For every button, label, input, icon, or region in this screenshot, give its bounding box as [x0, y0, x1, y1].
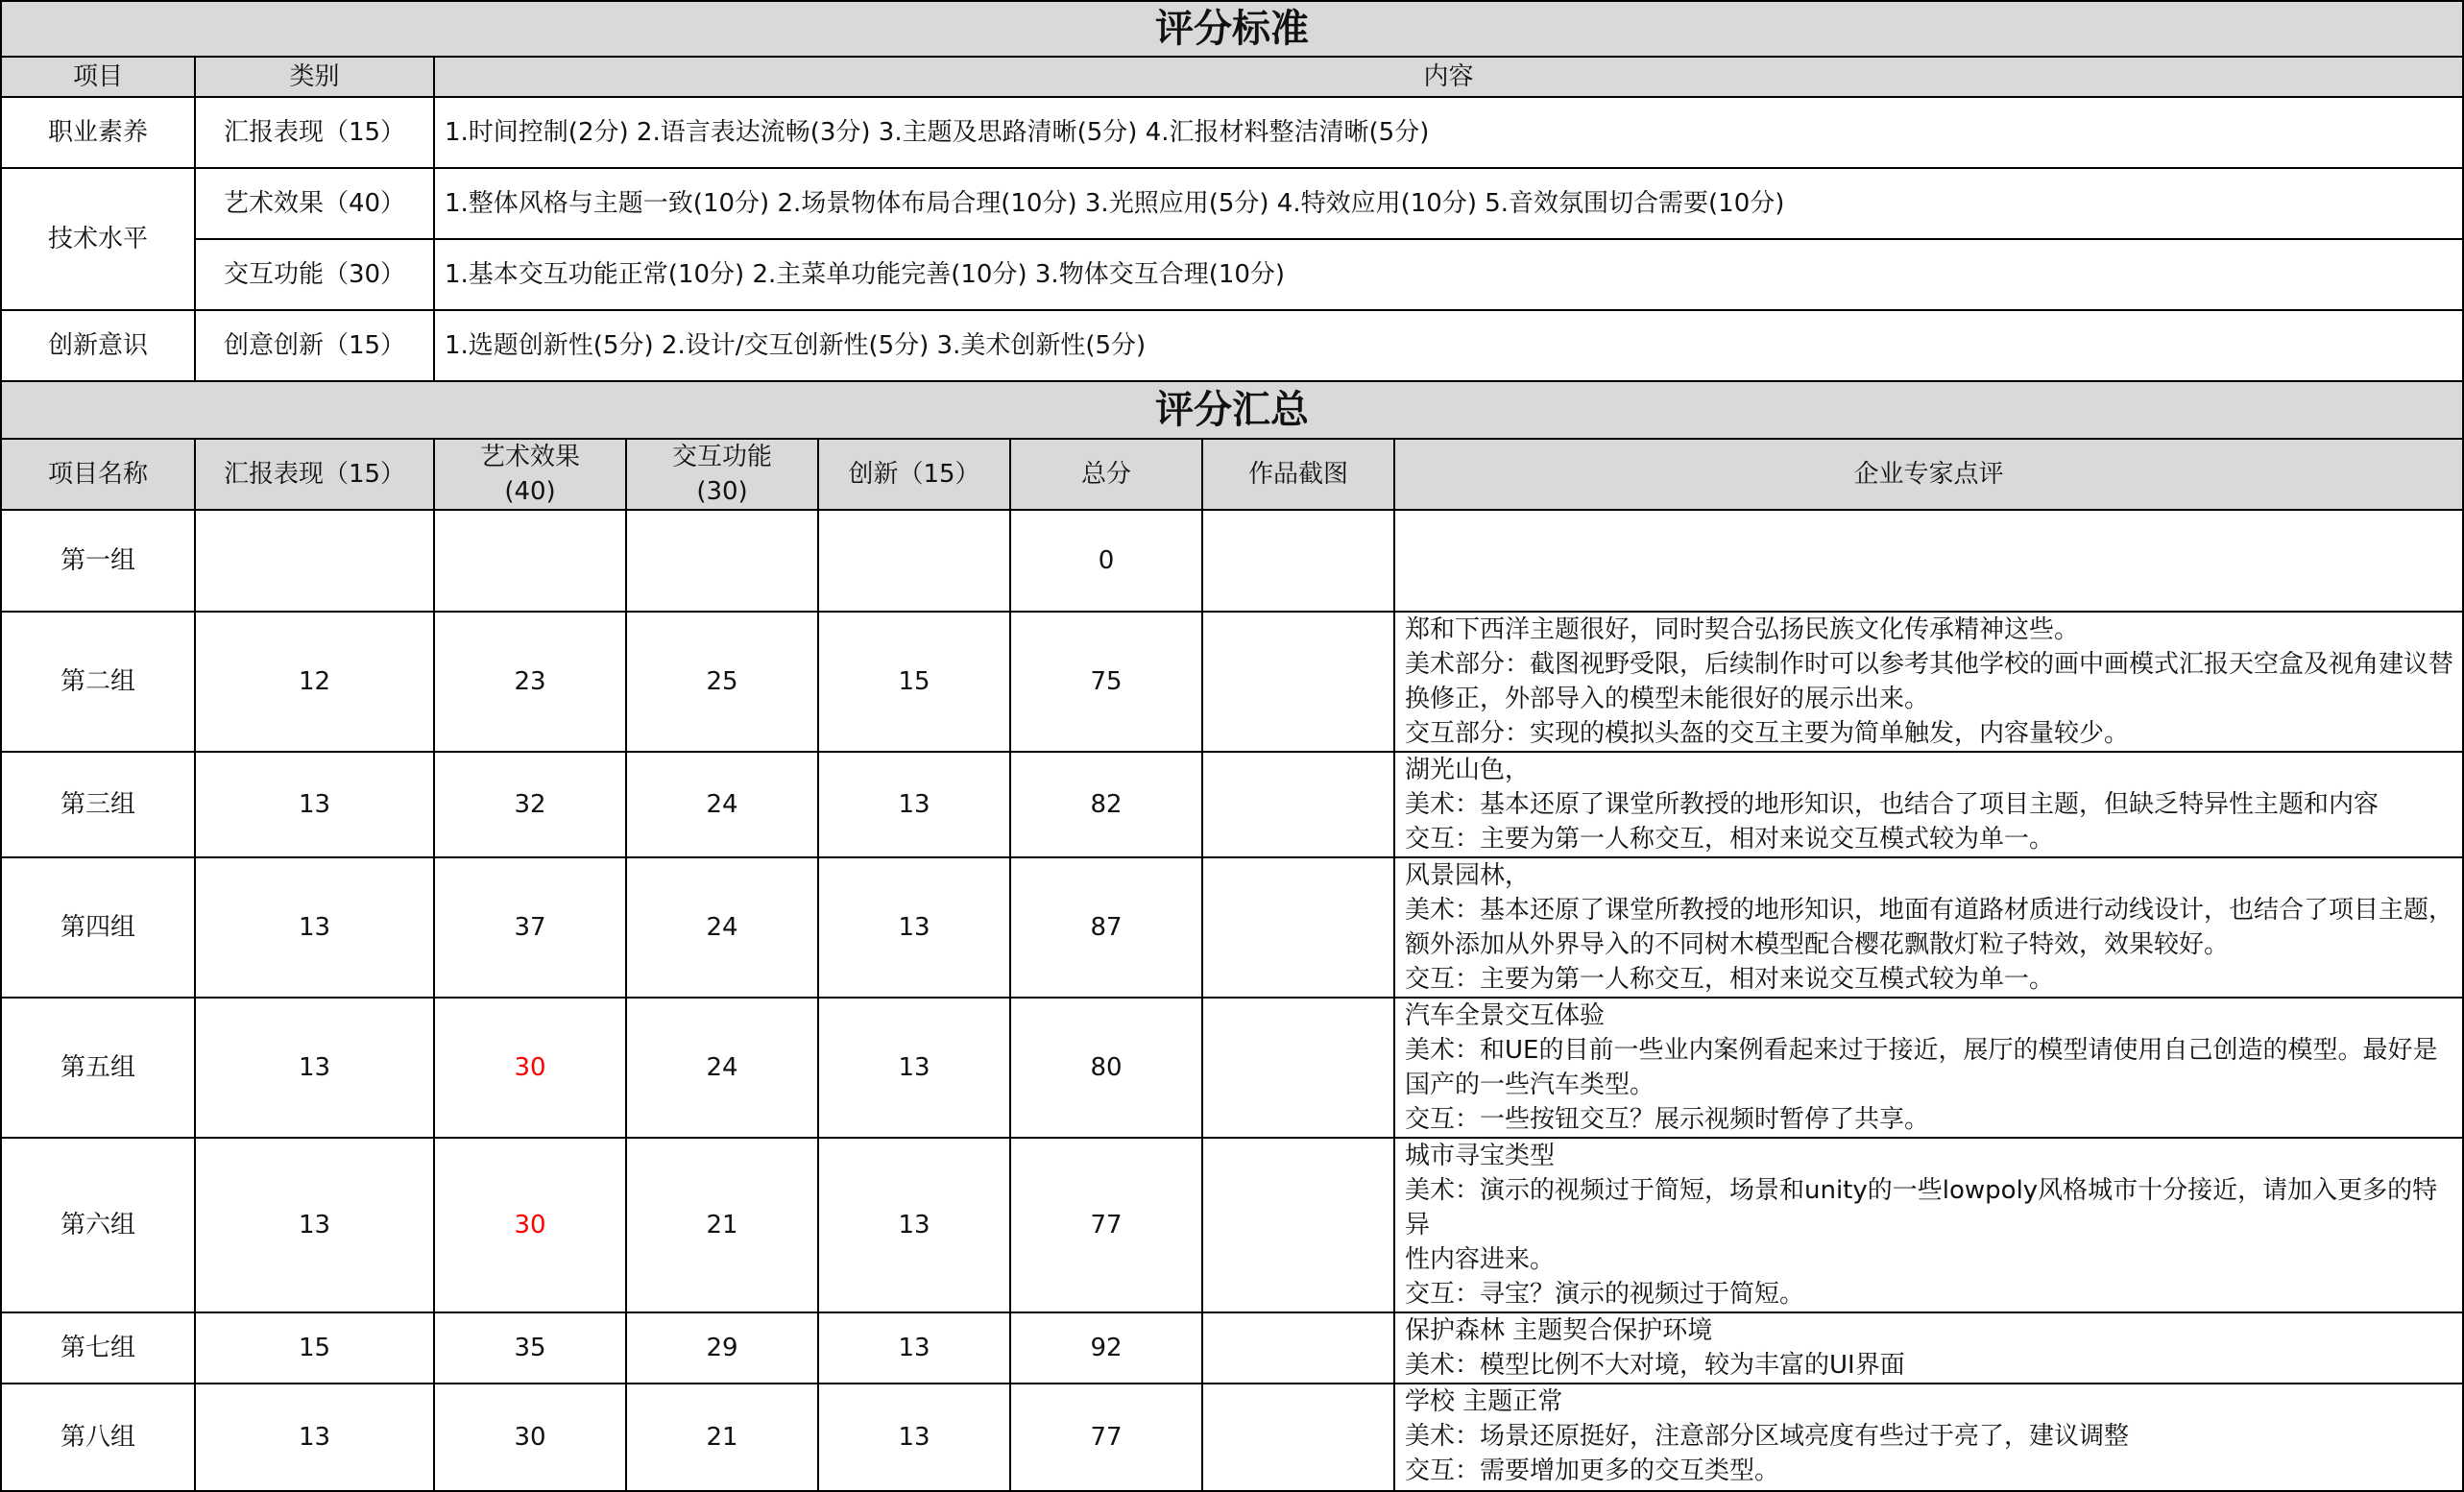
row-innovation-score: 13: [818, 1312, 1010, 1384]
comment-line: 美术：演示的视频过于简短，场景和unity的一些lowpoly风格城市十分接近，请加入更多的特异: [1405, 1176, 2438, 1239]
row-comment: [1394, 510, 2463, 612]
row-comment: [1394, 857, 2463, 998]
row-report-score: [195, 510, 434, 612]
row-interact-score: 21: [626, 1138, 818, 1312]
header-innovation: 创新（15）: [818, 439, 1010, 510]
header-content: 内容: [434, 57, 2463, 97]
row-report-score: 13: [195, 752, 434, 857]
criteria-content: 1.整体风格与主题一致(10分) 2.场景物体布局合理(10分) 3.光照应用(5分) 4.特效应用(10分) 5.音效氛围切合需要(10分): [434, 168, 2463, 239]
criteria-row: [1, 239, 2463, 310]
row-interact-score: 21: [626, 1384, 818, 1491]
comment-line: 郑和下西洋主题很好，同时契合弘扬民族文化传承精神这些。: [1405, 615, 2080, 644]
summary-table: [0, 380, 2464, 1492]
criteria-content: 1.基本交互功能正常(10分) 2.主菜单功能完善(10分) 3.物体交互合理(10分): [434, 239, 2463, 310]
summary-row: [1, 857, 2463, 998]
row-report-score: 15: [195, 1312, 434, 1384]
row-screenshot: [1202, 1138, 1394, 1312]
comment-line: 保护森林 主题契合保护环境: [1405, 1316, 1713, 1345]
row-comment: [1394, 998, 2463, 1138]
comment-line: 交互：需要增加更多的交互类型。: [1405, 1456, 1780, 1485]
header-total: 总分: [1010, 439, 1202, 510]
header-category: 类别: [195, 57, 434, 97]
header-report: 汇报表现（15）: [195, 439, 434, 510]
row-screenshot: [1202, 752, 1394, 857]
row-interact-score: [626, 510, 818, 612]
criteria-category: 艺术效果（40）: [195, 168, 434, 239]
criteria-row: [1, 310, 2463, 381]
row-name: 第八组: [1, 1384, 195, 1491]
criteria-item: 创新意识: [1, 310, 195, 381]
comment-line: 换修正，外部导入的模型未能很好的展示出来。: [1405, 685, 1930, 713]
comment-line: 城市寻宝类型: [1405, 1142, 1556, 1170]
row-innovation-score: 13: [818, 857, 1010, 998]
row-interact-score: 29: [626, 1312, 818, 1384]
summary-title: 评分汇总: [1, 381, 2463, 439]
comment-line: 额外添加从外界导入的不同树木模型配合樱花飘散灯粒子特效，效果较好。: [1405, 930, 2230, 959]
criteria-title: 评分标准: [1, 1, 2463, 57]
row-art-score: [434, 510, 626, 612]
criteria-item: 职业素养: [1, 97, 195, 168]
row-art-score: 30: [434, 1138, 626, 1312]
comment-line: 交互部分：实现的模拟头盔的交互主要为简单触发，内容量较少。: [1405, 719, 2130, 748]
header-interact-line: 交互功能: [671, 443, 772, 471]
row-name: 第五组: [1, 998, 195, 1138]
row-name: 第四组: [1, 857, 195, 998]
row-total-score: 80: [1010, 998, 1202, 1138]
comment-line: 交互：主要为第一人称交互，相对来说交互模式较为单一。: [1405, 965, 2055, 994]
row-report-score: 13: [195, 998, 434, 1138]
summary-row: [1, 1138, 2463, 1312]
row-innovation-score: 13: [818, 752, 1010, 857]
row-name: 第一组: [1, 510, 195, 612]
row-total-score: 77: [1010, 1138, 1202, 1312]
summary-row: [1, 998, 2463, 1138]
criteria-category: 汇报表现（15）: [195, 97, 434, 168]
comment-line: 美术部分：截图视野受限，后续制作时可以参考其他学校的画中画模式汇报天空盒及视角建议替: [1405, 650, 2454, 679]
row-art-score: 32: [434, 752, 626, 857]
row-comment: [1394, 1312, 2463, 1384]
row-total-score: 92: [1010, 1312, 1202, 1384]
comment-line: 汽车全景交互体验: [1405, 1001, 1606, 1030]
row-name: 第二组: [1, 612, 195, 752]
criteria-category: 交互功能（30）: [195, 239, 434, 310]
comment-line: 美术：和UE的目前一些业内案例看起来过于接近，展厅的模型请使用自己创造的模型。最好是: [1405, 1036, 2438, 1065]
row-comment: [1394, 752, 2463, 857]
comment-line: 风景园林，: [1405, 861, 1531, 890]
summary-row: [1, 752, 2463, 857]
row-comment: [1394, 612, 2463, 752]
header-art-line: 艺术效果: [479, 443, 580, 471]
comment-line: 学校 主题正常: [1405, 1387, 1563, 1416]
row-art-score: 37: [434, 857, 626, 998]
header-comment: 企业专家点评: [1394, 439, 2463, 510]
row-innovation-score: 15: [818, 612, 1010, 752]
row-comment: [1394, 1384, 2463, 1491]
summary-row: [1, 1312, 2463, 1384]
header-item: 项目: [1, 57, 195, 97]
row-interact-score: 24: [626, 752, 818, 857]
summary-row: [1, 612, 2463, 752]
criteria-item: 技术水平: [1, 168, 195, 310]
header-interact: [626, 439, 818, 510]
comment-line: 美术：模型比例不大对境，较为丰富的UI界面: [1405, 1351, 1905, 1380]
row-screenshot: [1202, 857, 1394, 998]
comment-line: 交互：一些按钮交互？展示视频时暂停了共享。: [1405, 1105, 1930, 1134]
row-report-score: 13: [195, 1138, 434, 1312]
comment-line: 性内容进来。: [1405, 1245, 1556, 1274]
header-name: 项目名称: [1, 439, 195, 510]
comment-line: 美术：基本还原了课堂所教授的地形知识，地面有道路材质进行动线设计，也结合了项目主题，: [1405, 896, 2454, 925]
row-innovation-score: 13: [818, 1138, 1010, 1312]
row-interact-score: 24: [626, 857, 818, 998]
comment-line: 交互：主要为第一人称交互，相对来说交互模式较为单一。: [1405, 825, 2055, 854]
row-innovation-score: 13: [818, 998, 1010, 1138]
row-report-score: 13: [195, 857, 434, 998]
comment-line: 国产的一些汽车类型。: [1405, 1071, 1655, 1099]
row-name: 第六组: [1, 1138, 195, 1312]
comment-line: 湖光山色，: [1405, 756, 1531, 784]
row-report-score: 13: [195, 1384, 434, 1491]
row-screenshot: [1202, 612, 1394, 752]
comment-line: 美术：场景还原挺好，注意部分区域亮度有些过于亮了，建议调整: [1405, 1422, 2130, 1451]
row-total-score: 82: [1010, 752, 1202, 857]
comment-line: 美术：基本还原了课堂所教授的地形知识，也结合了项目主题，但缺乏特异性主题和内容: [1405, 790, 2379, 819]
summary-body: [1, 510, 2463, 1491]
header-art: [434, 439, 626, 510]
row-screenshot: [1202, 1312, 1394, 1384]
comment-line: 交互：寻宝？演示的视频过于简短。: [1405, 1280, 1805, 1309]
row-art-score: 30: [434, 998, 626, 1138]
row-name: 第七组: [1, 1312, 195, 1384]
criteria-table: [0, 0, 2464, 382]
row-name: 第三组: [1, 752, 195, 857]
row-total-score: 0: [1010, 510, 1202, 612]
row-report-score: 12: [195, 612, 434, 752]
row-total-score: 87: [1010, 857, 1202, 998]
criteria-row: [1, 168, 2463, 239]
row-interact-score: 24: [626, 998, 818, 1138]
row-innovation-score: [818, 510, 1010, 612]
summary-row: [1, 1384, 2463, 1491]
criteria-content: 1.选题创新性(5分) 2.设计/交互创新性(5分) 3.美术创新性(5分): [434, 310, 2463, 381]
row-screenshot: [1202, 998, 1394, 1138]
header-interact-line: (30): [696, 477, 748, 506]
row-innovation-score: 13: [818, 1384, 1010, 1491]
header-screenshot: 作品截图: [1202, 439, 1394, 510]
row-total-score: 77: [1010, 1384, 1202, 1491]
summary-row: [1, 510, 2463, 612]
row-art-score: 23: [434, 612, 626, 752]
row-screenshot: [1202, 510, 1394, 612]
header-art-line: (40): [504, 477, 556, 506]
row-interact-score: 25: [626, 612, 818, 752]
criteria-content: 1.时间控制(2分) 2.语言表达流畅(3分) 3.主题及思路清晰(5分) 4.汇报材料整洁清晰(5分): [434, 97, 2463, 168]
row-comment: [1394, 1138, 2463, 1312]
criteria-row: [1, 97, 2463, 168]
row-total-score: 75: [1010, 612, 1202, 752]
row-art-score: 35: [434, 1312, 626, 1384]
criteria-category: 创意创新（15）: [195, 310, 434, 381]
row-screenshot: [1202, 1384, 1394, 1491]
row-art-score: 30: [434, 1384, 626, 1491]
